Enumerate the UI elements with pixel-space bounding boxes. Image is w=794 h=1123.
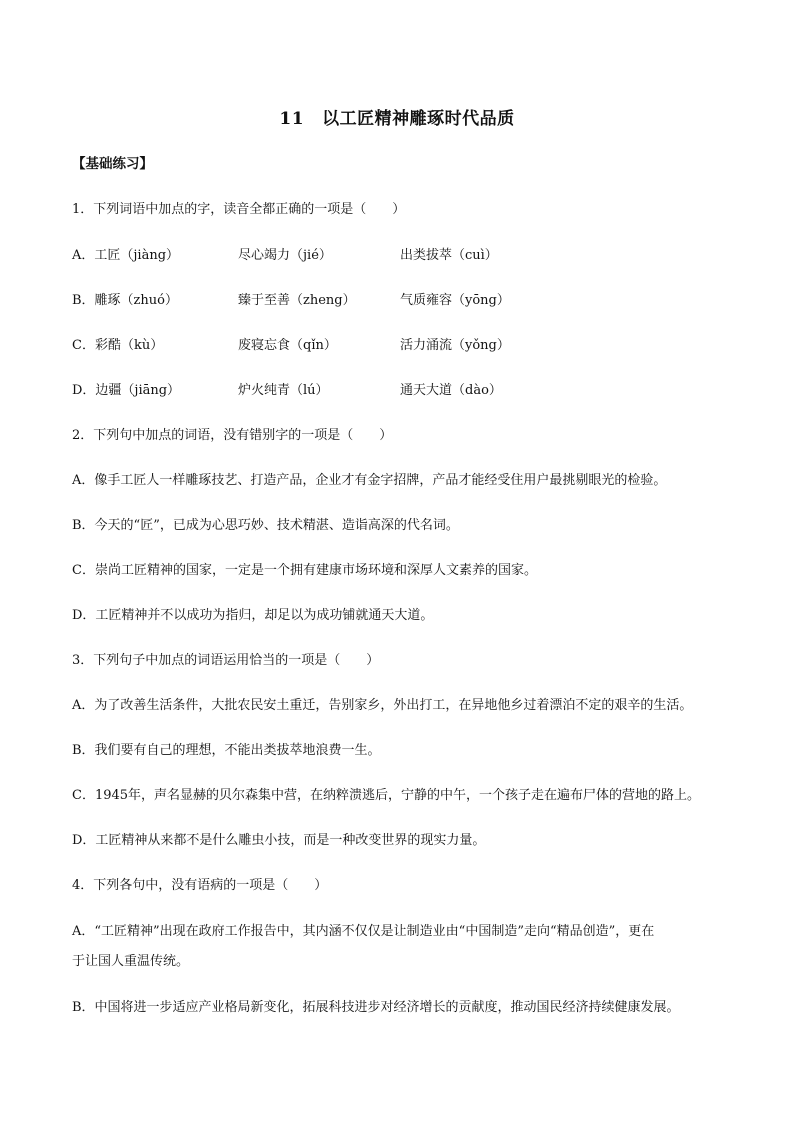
q1-stem: 1．下列词语中加点的字，读音全都正确的一项是（ ） (72, 202, 406, 217)
q1-d-item-2: 炉火纯青（lú） (238, 383, 329, 398)
q3-option-d: D．工匠精神从来都不是什么雕虫小技，而是一种改变世界的现实力量。 (72, 833, 486, 848)
page-title (0, 104, 794, 129)
q1-b-item-3: 气质雍容（yōng） (400, 293, 510, 308)
q4-option-b: B．中国将进一步适应产业格局新变化，拓展科技进步对经济增长的贡献度，推动国民经济持续健康发展。 (72, 1000, 680, 1015)
q1-c-item-2: 废寝忘食（qǐn） (238, 338, 337, 353)
q1-d-item-1: D．边疆（jiāng） (72, 383, 181, 398)
section-heading: 【基础练习】 (72, 156, 153, 172)
q2-option-b: B．今天的“匠”，已成为心思巧妙、技术精湛、造诣高深的代名词。 (72, 518, 459, 533)
lesson-number: 11 (279, 109, 305, 129)
q1-c-item-1: C．彩酷（kù） (72, 338, 164, 353)
q4-option-a-line-1: A．“工匠精神”出现在政府工作报告中，其内涵不仅仅是让制造业由“中国制造”走向“精品创造”，更在 (72, 924, 655, 939)
q4-option-a-line-2: 于让国人重温传统。 (72, 954, 190, 969)
q1-c-item-3: 活力涌流（yǒng） (400, 338, 510, 353)
q4-stem: 4．下列各句中，没有语病的一项是（ ） (72, 878, 328, 893)
q3-option-c: C．1945年，声名显赫的贝尔森集中营，在纳粹溃逃后，宁静的中午，一个孩子走在遍布尸体的营地的路上。 (72, 788, 701, 803)
q2-option-a: A．像手工匠人一样雕琢技艺、打造产品，企业才有金字招牌，产品才能经受住用户最挑剔眼光的检验。 (72, 473, 667, 488)
q3-option-b: B．我们要有自己的理想，不能出类拔萃地浪费一生。 (72, 743, 381, 758)
q1-a-item-1: A．工匠（jiàng） (72, 248, 180, 263)
q1-a-item-3: 出类拔萃（cuì） (400, 248, 498, 263)
q3-stem: 3．下列句子中加点的词语运用恰当的一项是（ ） (72, 653, 380, 668)
q1-a-item-2: 尽心竭力（jié） (238, 248, 332, 263)
q1-b-item-1: B．雕琢（zhuó） (72, 293, 178, 308)
q2-option-c: C．崇尚工匠精神的国家，一定是一个拥有建康市场环境和深厚人文素养的国家。 (72, 563, 537, 578)
q1-d-item-3: 通天大道（dào） (400, 383, 502, 398)
q1-b-item-2: 臻于至善（zheng） (238, 293, 356, 308)
lesson-title: 以工匠精神雕琢时代品质 (322, 109, 515, 129)
q3-option-a: A．为了改善生活条件，大批农民安土重迁，告别家乡，外出打工，在异地他乡过着漂泊不定的艰辛的生活。 (72, 698, 693, 713)
q2-option-d: D．工匠精神并不以成功为指归，却足以为成功铺就通天大道。 (72, 608, 434, 623)
q2-stem: 2．下列句中加点的词语，没有错别字的一项是（ ） (72, 428, 393, 443)
